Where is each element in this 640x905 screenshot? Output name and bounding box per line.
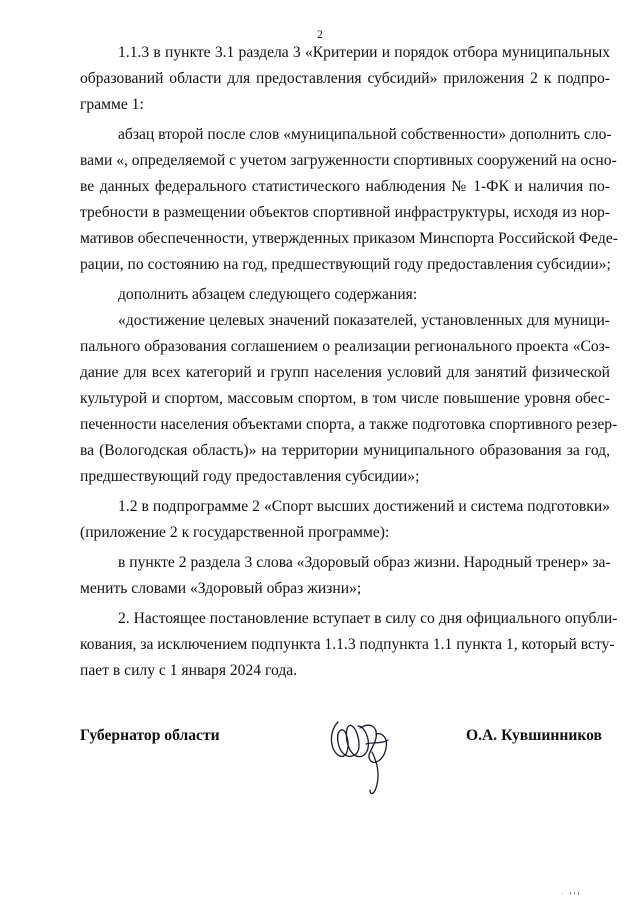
text-line: ва (Вологодская область)» на территории муниципального образования за год, xyxy=(80,442,610,459)
text-line: пает в силу с 1 января 2024 года. xyxy=(80,662,298,679)
text-line: рации, по состоянию на год, предшествующий году предоставления субсидии»; xyxy=(80,256,611,273)
page-number: 2 xyxy=(317,27,323,41)
text-line: абзац второй после слов «муниципальной собственности» дополнить сло- xyxy=(118,126,612,143)
text-line: 2. Настоящее постановление вступает в силу со дня официального опубли- xyxy=(118,610,618,627)
text-line: грамме 1: xyxy=(80,96,144,113)
text-line: мативов обеспеченности, утвержденных приказом Минспорта Российской Феде- xyxy=(80,230,618,247)
text-line: «достижение целевых значений показателей, установленных для муници- xyxy=(118,312,610,329)
text-line: кования, за исключением подпункта 1.1.3 подпункта 1.1 пункта 1, который всту- xyxy=(80,636,615,653)
text-line: дание для всех категорий и групп населения условий для занятий физической xyxy=(80,364,610,381)
text-line: пального образования соглашением о реализации регионального проекта «Соз- xyxy=(80,338,610,355)
text-line: печенности населения объектами спорта, а также подготовка спортивного резер- xyxy=(80,416,618,433)
scan-specks xyxy=(560,890,590,898)
text-line: образований области для предоставления субсидий» приложения 2 к подпро- xyxy=(80,70,610,87)
signatory-title: Губернатор области xyxy=(80,727,220,744)
text-line: культурой и спортом, массовым спортом, в том числе повышение уровня обес- xyxy=(80,390,610,407)
text-line: дополнить абзацем следующего содержания: xyxy=(118,286,418,303)
text-line: ве данных федерального статистического наблюдения № 1-ФК и наличия по- xyxy=(80,178,610,195)
text-line: 1.2 в подпрограмме 2 «Спорт высших достижений и система подготовки» xyxy=(118,498,610,515)
text-line: в пункте 2 раздела 3 слова «Здоровый образ жизни. Народный тренер» за- xyxy=(118,554,611,571)
handwritten-signature xyxy=(326,704,396,800)
signatory-name: О.А. Кувшинников xyxy=(466,727,602,744)
text-line: требности в размещении объектов спортивной инфраструктуры, исходя из нор- xyxy=(80,204,610,221)
text-line: менить словами «Здоровый образ жизни»; xyxy=(80,580,362,597)
text-line: вами «, определяемой с учетом загруженности спортивных сооружений на осно- xyxy=(80,152,617,169)
text-line: (приложение 2 к государственной программе): xyxy=(80,524,390,541)
text-line: предшествующий году предоставления субсидии»; xyxy=(80,468,420,485)
text-line: 1.1.3 в пункте 3.1 раздела 3 «Критерии и порядок отбора муниципальных xyxy=(118,44,610,61)
